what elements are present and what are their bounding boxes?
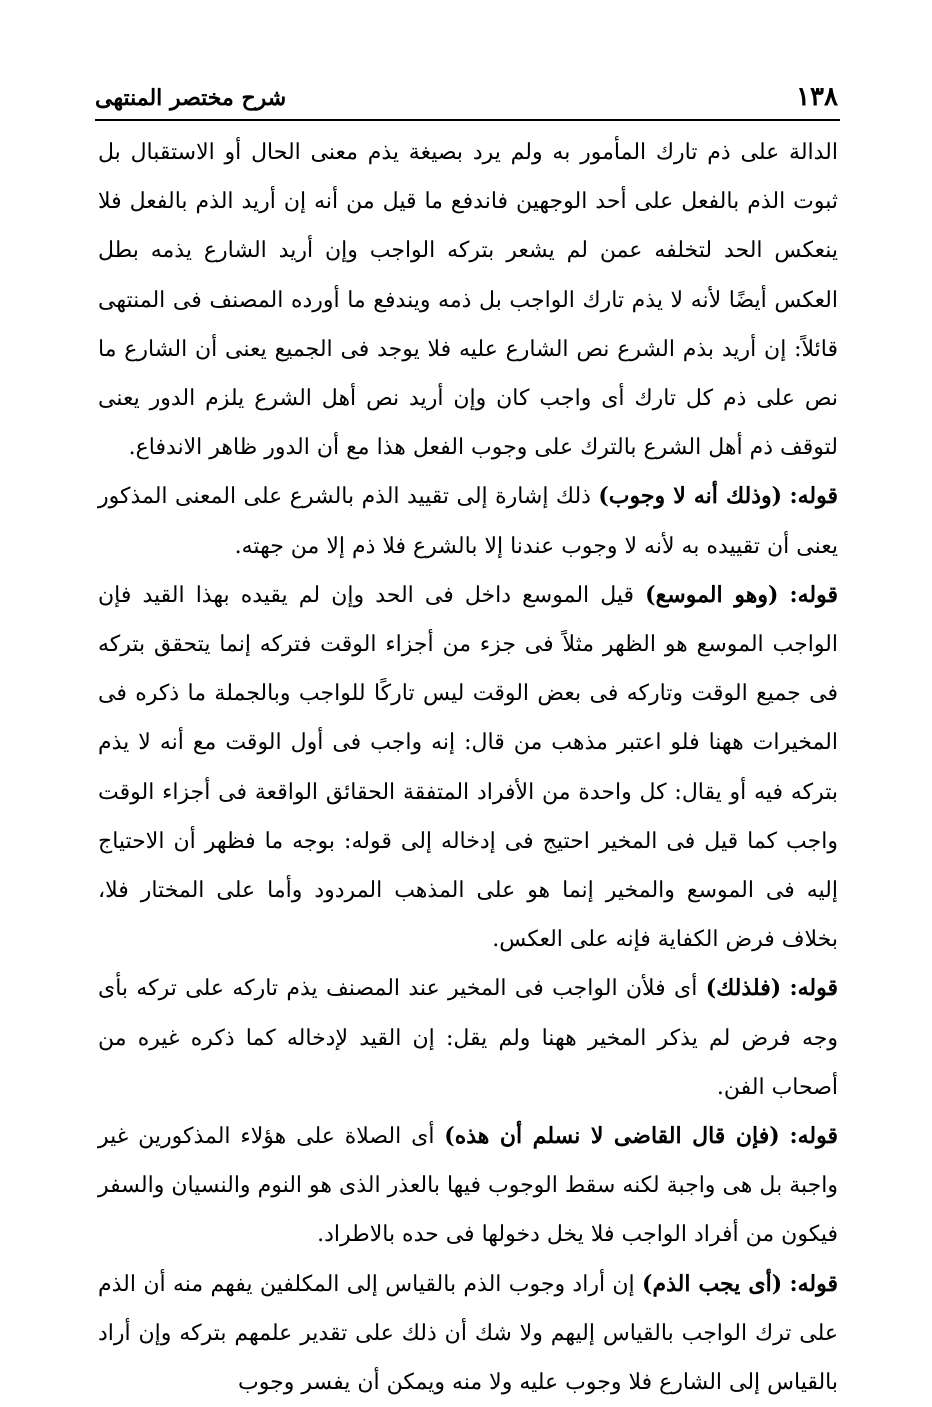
page-header [95, 80, 838, 116]
header-rule [95, 119, 840, 121]
paragraph [98, 964, 838, 1112]
quoted-phrase: (فلذلك) [705, 975, 782, 1002]
paragraph [98, 571, 838, 965]
body-text [98, 128, 839, 1396]
page-number: ١٣٨ [796, 82, 838, 112]
quoted-phrase: (وهو الموسع) [645, 581, 779, 608]
paragraph-text: الدالة على ذم تارك المأمور به ولم يرد بصيغة يذم معنى الحال أو الاستقبال بل ثبوت الذم بالفعل على أحد الوجهين فاندفع ما قيل من أنه إن أريد الذم بالفعل فلا ينعكس الحد لتخلفه عمن لم يشعر بتركه الواجب وإن أريد الشارع يذمه بطل العكس أيضًا لأنه لا يذم تارك الواجب بل ذمه ويندفع ما أورده المصنف فى المنتهى قائلاً: إن أريد بذم الشرع نص الشارع عليه فلا يوجد فى الجميع يعنى أن الشارع ما نص على ذم كل تارك أى واجب كان وإن أريد نص أهل الشرع يلزم الدور يعنى لتوقف ذم أهل الشرع بالترك على وجوب الفعل هذا مع أن الدور ظاهر الاندفاع. [98, 140, 839, 461]
paragraph [98, 1260, 838, 1407]
quoted-phrase: (أى يجب الذم) [642, 1270, 783, 1297]
paragraph-label: قوله: [789, 581, 838, 608]
paragraph [98, 128, 838, 472]
paragraph-text: قيل الموسع داخل فى الحد وإن لم يقيده بهذا القيد فإن الواجب الموسع هو الظهر مثلاً فى جزء من أجزاء الوقت فتركه إنما يتحقق بتركه فى جميع الوقت وتاركه فى بعض الوقت ليس تاركًا للواجب وبالجملة ما ذكره فى المخيرات ههنا فلو اعتبر مذهب من قال: إنه واجب فى أول الوقت مع أنه لا يذم بتركه فيه أو يقال: كل واحدة من الأفراد المتفقة الحقائق الواقعة فى أجزاء الوقت واجب كما قيل فى المخير احتيج فى إدخاله إلى قوله: بوجه ما فظهر أن الاحتياج إليه فى الموسع والمخير إنما هو على المذهب المردود وأما على المختار فلا، بخلاف فرض الكفاية فإنه على العكس. [98, 582, 838, 953]
paragraph [98, 472, 838, 570]
paragraph [98, 1112, 838, 1260]
quoted-phrase: (فإن قال القاضى لا نسلم أن هذه) [444, 1123, 780, 1150]
paragraph-label: قوله: [789, 483, 838, 510]
paragraph-text: أى فلأن الواجب فى المخير عند المصنف يذم تاركه على تركه بأى وجه فرض لم يذكر المخير ههنا ولم يقل: إن القيد لإدخاله كما ذكره غيره من أصحاب الفن. [98, 976, 838, 1100]
paragraph-text: إن أراد وجوب الذم بالقياس إلى المكلفين يفهم منه أن الذم على ترك الواجب بالقياس إليهم ولا شك أن ذلك على تقدير علمهم بتركه وإن أراد بالقياس إلى الشارع فلا وجوب عليه ولا منه ويمكن أن يفسر وجوب [98, 1271, 838, 1396]
quoted-phrase: (وذلك أنه لا وجوب) [598, 483, 783, 510]
paragraph-label: قوله: [789, 1270, 839, 1297]
paragraph-text: ذلك إشارة إلى تقييد الذم بالشرع على المعنى المذكور يعنى أن تقييده به لأنه لا وجوب عندنا إلا بالشرع فلا ذم إلا من جهته. [98, 484, 838, 559]
paragraph-label: قوله: [789, 975, 838, 1002]
running-title: شرح مختصر المنتهى [95, 85, 287, 111]
paragraph-text: أى الصلاة على هؤلاء المذكورين غير واجبة بل هى واجبة لكنه سقط الوجوب فيها بالعذر الذى هو النوم والنسيان والسفر فيكون من أفراد الواجب فلا يخل دخولها فى حده بالاطراد. [98, 1124, 838, 1248]
paragraph-label: قوله: [789, 1123, 838, 1150]
